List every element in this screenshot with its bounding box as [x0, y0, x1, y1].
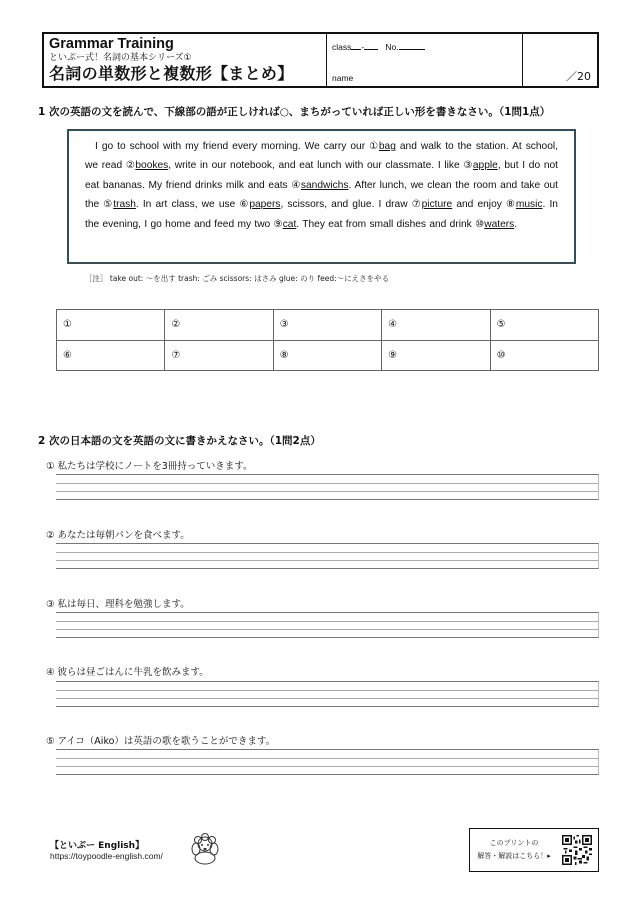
answer-cell-8[interactable]: ⑧	[273, 340, 381, 371]
passage-segment: I go to school with my friend every morning. We carry our ①	[95, 141, 379, 152]
answer-cell-1[interactable]: ①	[57, 310, 165, 341]
passage-segment: . In art class, we use ⑥	[135, 199, 250, 211]
writing-lines-4[interactable]	[56, 681, 599, 707]
underlined-word: apple	[472, 160, 498, 172]
answer-cell-4[interactable]: ④	[382, 310, 490, 341]
answer-row	[57, 340, 599, 371]
title-block	[44, 34, 327, 86]
writing-lines-5[interactable]	[56, 749, 599, 775]
reading-passage	[85, 137, 558, 234]
answer-cell-7[interactable]: ⑦	[165, 340, 273, 371]
writing-lines-2[interactable]	[56, 543, 599, 569]
answer-link-line2: 解答・解説はこちら！▸	[477, 852, 551, 860]
site-url[interactable]: https://toypoodle-english.com/	[50, 851, 163, 861]
passage-segment: and enjoy ⑧	[452, 199, 516, 211]
class-label: class	[332, 42, 352, 52]
class-blank-2	[364, 41, 378, 50]
answer-table	[56, 309, 599, 371]
answer-cell-2[interactable]: ②	[165, 310, 273, 341]
answer-cell-3[interactable]: ③	[273, 310, 381, 341]
underlined-word: papers	[249, 199, 281, 211]
underlined-word: sandwichs	[300, 179, 349, 191]
class-dash: -	[361, 42, 365, 52]
underlined-word: cat	[282, 218, 297, 230]
question-1: ① 私たちは学校にノートを3冊持っていきます。	[46, 461, 253, 472]
name-label: name	[332, 73, 354, 83]
passage-segment: , but I do not eat bananas. My friend drinks milk and eats ④	[85, 160, 558, 191]
score-total: ／20	[566, 70, 591, 83]
answer-cell-6[interactable]: ⑥	[57, 340, 165, 371]
class-blank-1	[351, 41, 361, 50]
question-5: ⑤ アイコ（Aiko）は英語の歌を歌うことができます。	[46, 736, 276, 747]
question-2: ② あなたは毎朝パンを食べます。	[46, 530, 190, 541]
series-subtitle: といぷー式！名詞の基本シリーズ①	[49, 53, 192, 63]
section1-heading: 1 次の英語の文を読んで、下線部の語が正しければ○、まちがっていれば正しい形を書きなさい。（1問1点）	[38, 106, 551, 118]
qr-code-icon[interactable]	[562, 835, 592, 865]
underlined-word: waters	[484, 218, 515, 230]
passage-segment: . In the evening, I go home and feed my two ⑨	[85, 199, 558, 230]
question-4: ④ 彼らは昼ごはんに牛乳を飲みます。	[46, 667, 209, 678]
question-3: ③ 私は毎日、理科を勉強します。	[46, 599, 190, 610]
passage-segment: , scissors, and glue. I draw ⑦	[280, 199, 422, 211]
answer-row	[57, 310, 599, 341]
brand-name: 【といぷー English】	[50, 841, 145, 851]
answer-link-line1: このプリントの	[489, 839, 539, 847]
underlined-word: bag	[378, 141, 396, 152]
number-label: No.	[385, 42, 399, 52]
underlined-word: trash	[113, 199, 136, 211]
writing-lines-3[interactable]	[56, 612, 599, 638]
reading-passage-box	[67, 129, 576, 264]
vocabulary-note: ［注］ take out: ～を出す trash: ごみ scissors: はさみ glue: のり feed:～にえさをやる	[85, 274, 390, 283]
answer-link-box[interactable]	[469, 828, 599, 872]
passage-segment: , write in our notebook, and eat lunch with our classmate. I like ③	[168, 160, 473, 172]
main-title: 名詞の単数形と複数形【まとめ】	[49, 64, 294, 83]
underlined-word: music	[515, 199, 543, 211]
underlined-word: picture	[421, 199, 453, 211]
number-blank	[399, 41, 425, 50]
writing-lines-1[interactable]	[56, 474, 599, 500]
class-field	[332, 41, 425, 52]
underlined-word: bookes	[135, 160, 169, 172]
student-info-block	[327, 34, 523, 86]
answer-cell-9[interactable]: ⑨	[382, 340, 490, 371]
passage-segment: . They eat from small dishes and drink ⑩	[296, 218, 485, 230]
score-block	[523, 34, 597, 86]
answer-cell-10[interactable]: ⑩	[490, 340, 598, 371]
passage-segment: . After lunch, we clean the room and take out the ⑤	[85, 179, 558, 211]
passage-segment: .	[514, 218, 518, 230]
worksheet-header	[42, 32, 599, 88]
poodle-mascot-icon	[186, 832, 224, 866]
worksheet-title: Grammar Training	[49, 36, 174, 52]
section2-heading: 2 次の日本語の文を英語の文に書きかえなさい。（1問2点）	[38, 435, 321, 447]
passage-segment: and walk to the station. At school, we read ②	[85, 141, 558, 172]
answer-cell-5[interactable]: ⑤	[490, 310, 598, 341]
